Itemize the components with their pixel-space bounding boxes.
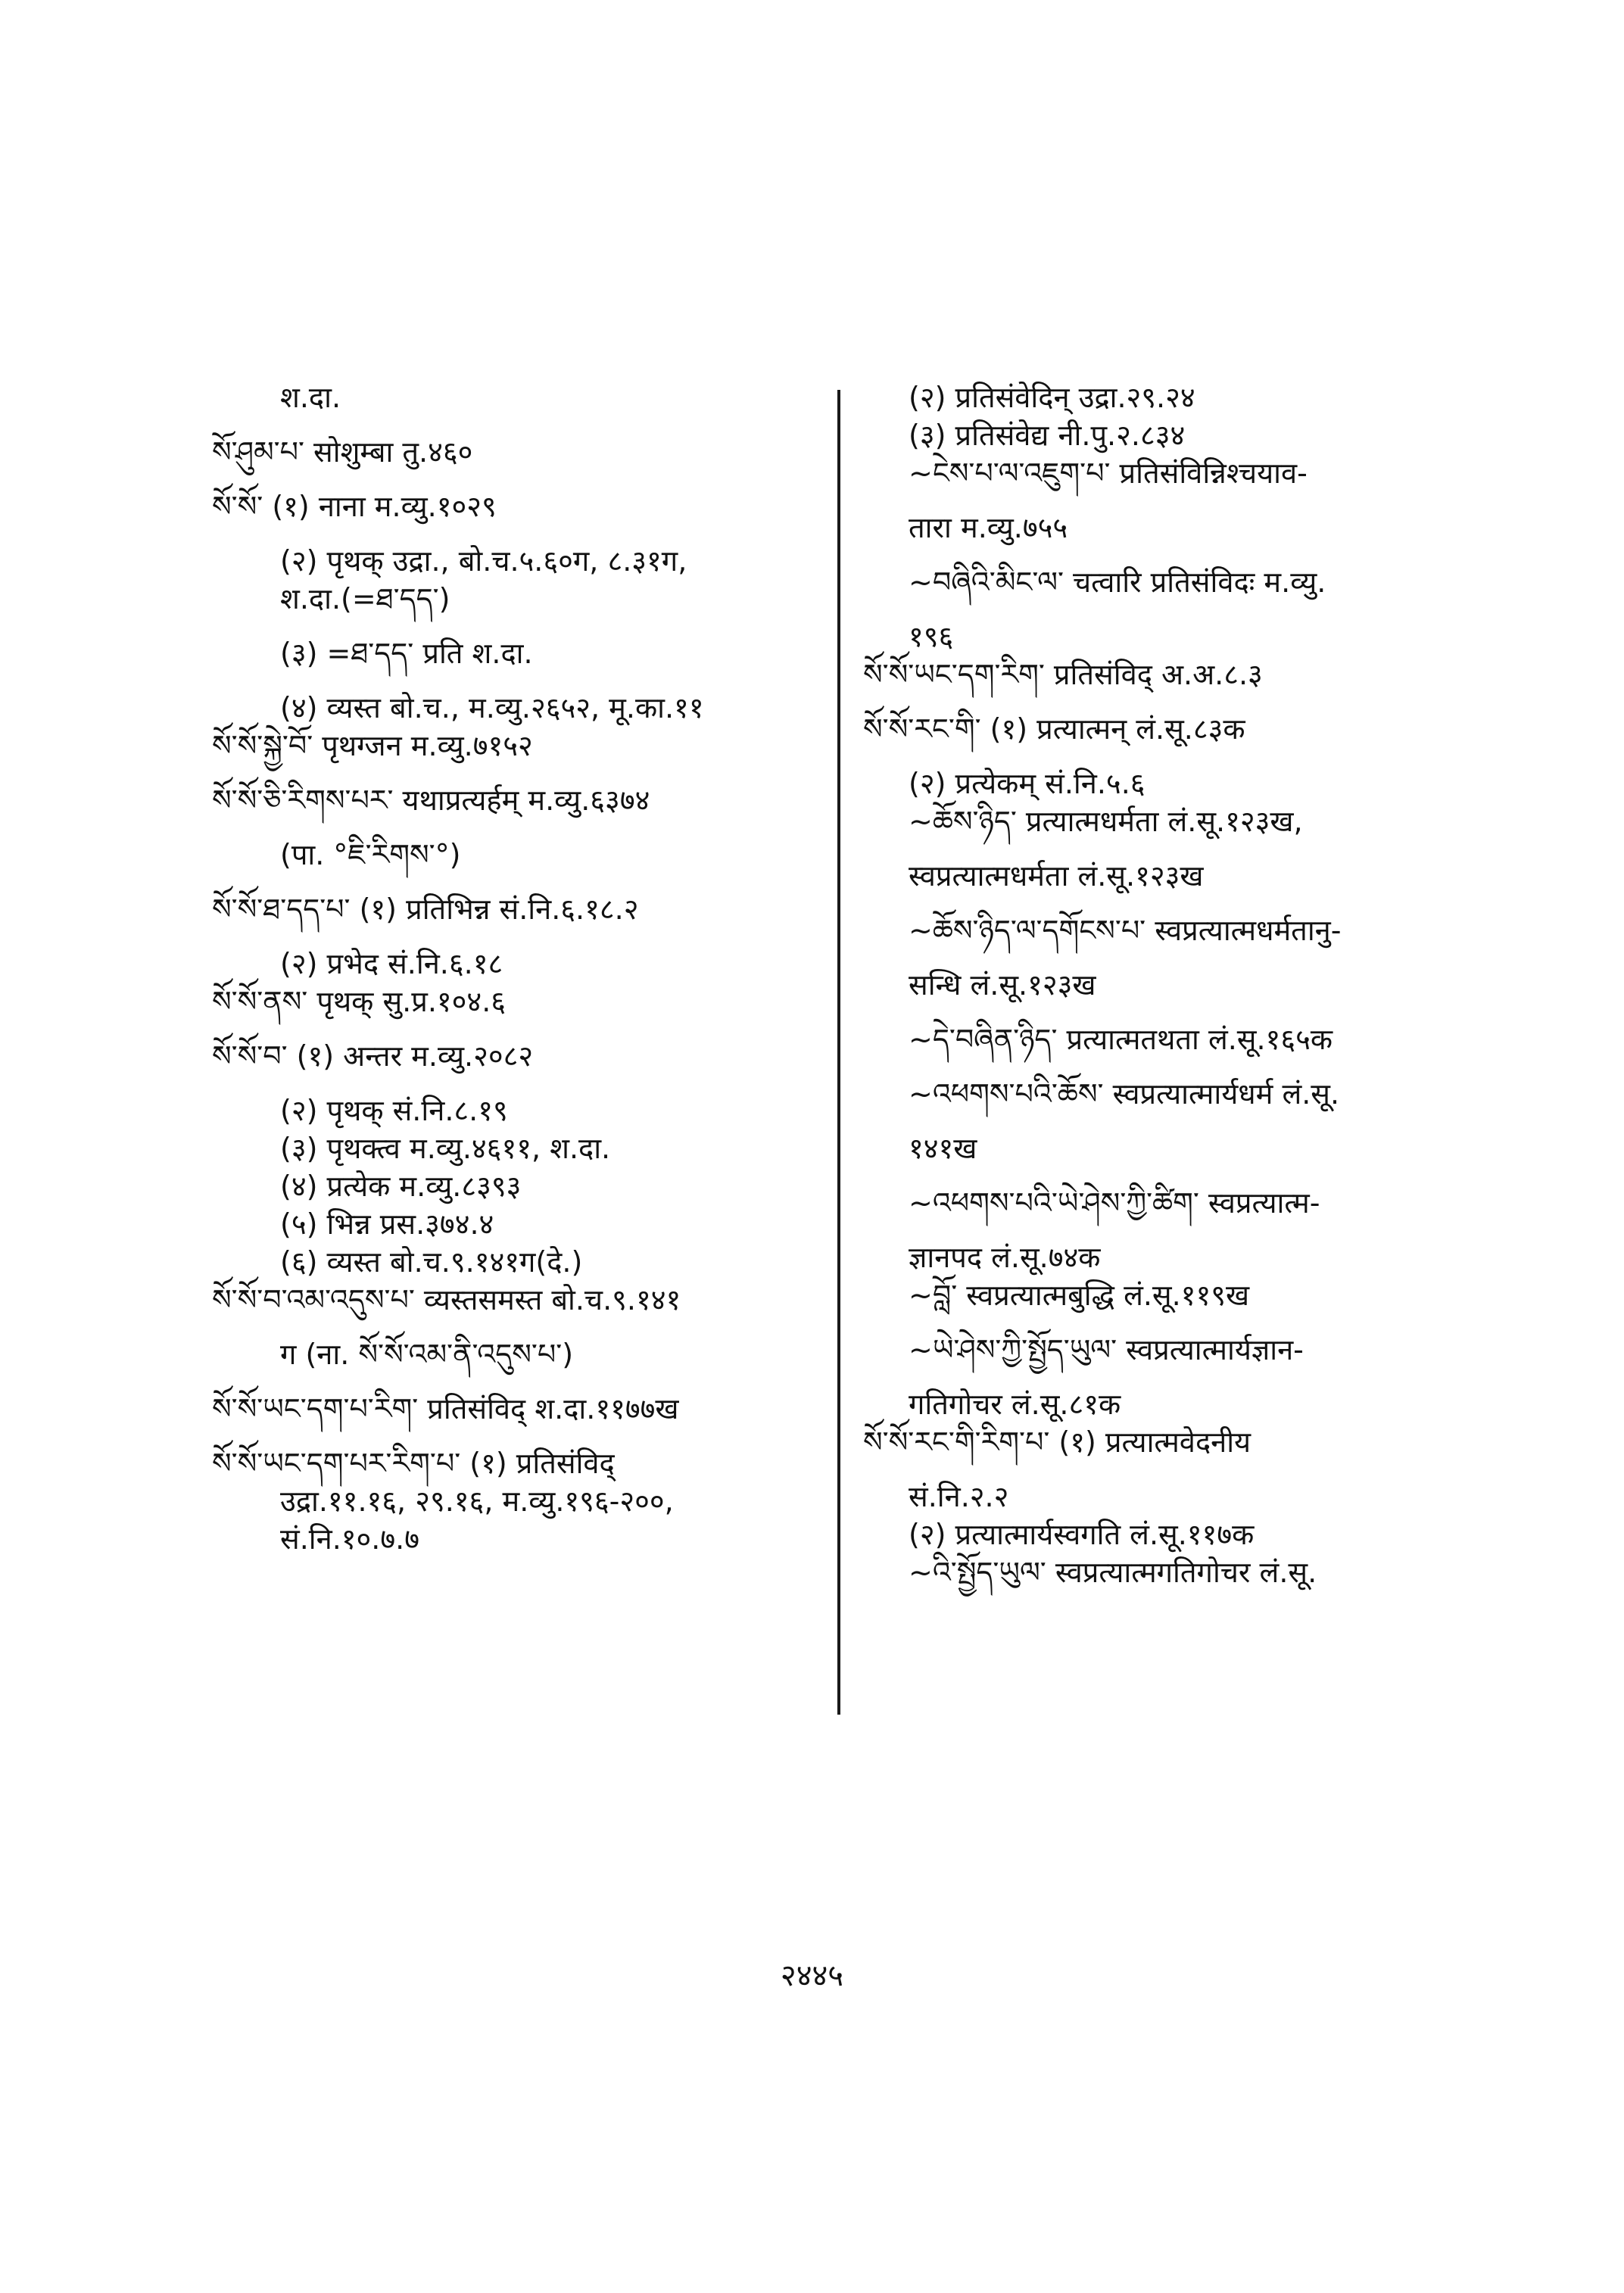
entry-sense-line: (२) प्रतिसंवेदिन् उद्रा.२९.२४ [909,381,1195,414]
entry-sense-line: (पा. °ཇི་རིགས་°) [280,838,461,871]
entry-headword-line: སོ་སོ་སྐྱེ་བོ་ पृथग्जन म.व्यु.७१५२ [212,729,533,762]
entry-sense-line: उद्रा.११.१६, २९.१६, म.व्यु.१९६-२००, [280,1485,674,1518]
entry-sense-line: ~ཆོས་ཉིད་ལ་དགོངས་པ་ स्वप्रत्यात्मधर्मतानु- [909,914,1342,947]
entry-headword-line: སོ་སོ་ཡང་དག་པར་རིག་པ་ (१) प्रतिसंविद् [212,1447,615,1480]
entry-sense-line: सं.नि.२.२ [909,1480,1009,1513]
entry-headword-line: སོ་སོ་ནས་ पृथक् सु.प्र.१०४.६ [212,985,507,1018]
entry-sense-line: (२) प्रत्यात्मार्यस्वगति लं.सू.११७क [909,1518,1255,1551]
entry-sense-line: ~ཡེ་ཤེས་ཀྱི་སྤྱོད་ཡུལ་ स्वप्रत्यात्मार्यज्ञान- [909,1333,1304,1366]
entry-headword-line: སོ་སོ་ཅི་རིགས་པར་ यथाप्रत्यर्हम् म.व्यु.६३७४ [212,784,650,817]
entry-headword-line: སོ་ཤུམ་པ་ सोशुम्बा तु.४६० [212,435,473,469]
left-column [212,379,833,1558]
entry-sense-line: श.दा. [280,381,341,414]
entry-sense-line: ज्ञानपद लं.सू.७४क [909,1241,1101,1274]
entry-sense-line: तारा म.व्यु.७५५ [909,511,1068,544]
entry-sense-line: १४१ख [909,1132,977,1165]
entry-sense-line: सं.नि.१०.७.७ [280,1522,419,1556]
entry-sense-line: (४) प्रत्येक म.व्यु.८३९३ [280,1170,522,1203]
entry-sense-line: (२) पृथक् उद्रा., बो.च.५.६०ग, ८.३१ग, [280,544,687,578]
page-number: २४४५ [780,1958,844,1993]
entry-sense-line: ~ཆོས་ཉིད་ प्रत्यात्मधर्मता लं.सू.१२३ख, [909,805,1303,838]
entry-sense-line: (३) पृथक्त्व म.व्यु.४६११, श.दा. [280,1132,611,1165]
entry-sense-line: (३) प्रतिसंवेद्य नी.पु.२.८३४ [909,419,1186,452]
entry-sense-line: ~དེ་བཞིན་ཉིད་ प्रत्यात्मतथता लं.सू.१६५क [909,1023,1333,1056]
right-column [863,379,1469,1591]
entry-headword-line: སོ་སོ་བ་ (१) अन्तर म.व्यु.२०८२ [212,1039,534,1073]
entry-sense-line: श.दा.(=ཐ་དད་) [280,582,450,615]
entry-sense-line: ~འི་སྤྱོད་ཡུལ་ स्वप्रत्यात्मगतिगोचर लं.सू. [909,1556,1317,1589]
entry-sense-line: (३) =ཐ་དད་ प्रति श.दा. [280,637,533,670]
entry-sense-line: ग (ना. སོ་སོ་འམ་ནི་འདུས་པ་) [280,1338,574,1371]
entry-sense-line: १९६ [909,620,954,653]
entry-sense-line: (२) पृथक् सं.नि.८.१९ [280,1094,508,1127]
entry-sense-line: ~བློ་ स्वप्रत्यात्मबुद्धि लं.सू.११९ख [909,1279,1250,1312]
entry-headword-line: སོ་སོ་ཡང་དག་པ་རིག་ प्रतिसंविद् श.दा.११७७ख [212,1392,679,1425]
entry-sense-line: स्वप्रत्यात्मधर्मता लं.सू.१२३ख [909,859,1204,893]
entry-sense-line: गतिगोचर लं.सू.८१क [909,1388,1121,1421]
entry-sense-line: सन्धि लं.सू.१२३ख [909,968,1096,1002]
column-divider [837,390,840,1715]
entry-sense-line: ~འཕགས་པའི་ཡེ་ཤེས་ཀྱི་ཚིག་ स्वप्रत्यात्म- [909,1186,1320,1220]
entry-sense-line: (५) भिन्न प्रस.३७४.४ [280,1207,494,1241]
entry-headword-line: སོ་སོ་རང་གི་རིག་པ་ (१) प्रत्यात्मवेदनीय [863,1425,1252,1459]
entry-headword-line: སོ་སོ་བ་འམ་འདུས་པ་ व्यस्तसमस्त बो.च.९.१४१ [212,1283,681,1316]
entry-sense-line: ~བཞིའི་མིང་ལ་ चत्वारि प्रतिसंविदः म.व्यु. [909,565,1326,599]
entry-headword-line: སོ་སོ་ཡང་དག་རིག་ प्रतिसंविद् अ.अ.८.३ [863,658,1263,691]
entry-sense-line: (२) प्रत्येकम् सं.नि.५.६ [909,767,1146,800]
entry-headword-line: སོ་སོ་ (१) नाना म.व्यु.१०२९ [212,490,497,523]
entry-headword-line: སོ་སོ་རང་གི་ (१) प्रत्यात्मन् लं.सू.८३क [863,712,1245,746]
entry-sense-line: (४) व्यस्त बो.च., म.व्यु.२६५२, मू.का.११ [280,691,704,724]
entry-sense-line: (६) व्यस्त बो.च.९.१४१ग(दे.) [280,1245,583,1279]
entry-sense-line: (२) प्रभेद सं.नि.६.१८ [280,947,503,980]
entry-headword-line: སོ་སོ་ཐ་དད་པ་ (१) प्रतिभिन्न सं.नि.६.१८.२ [212,893,639,926]
entry-sense-line: ~ངེས་པ་ལ་འཇུག་པ་ प्रतिसंविन्निश्चयाव- [909,456,1308,490]
entry-sense-line: ~འཕགས་པའི་ཆོས་ स्वप्रत्यात्मार्यधर्म लं.सू. [909,1077,1340,1111]
